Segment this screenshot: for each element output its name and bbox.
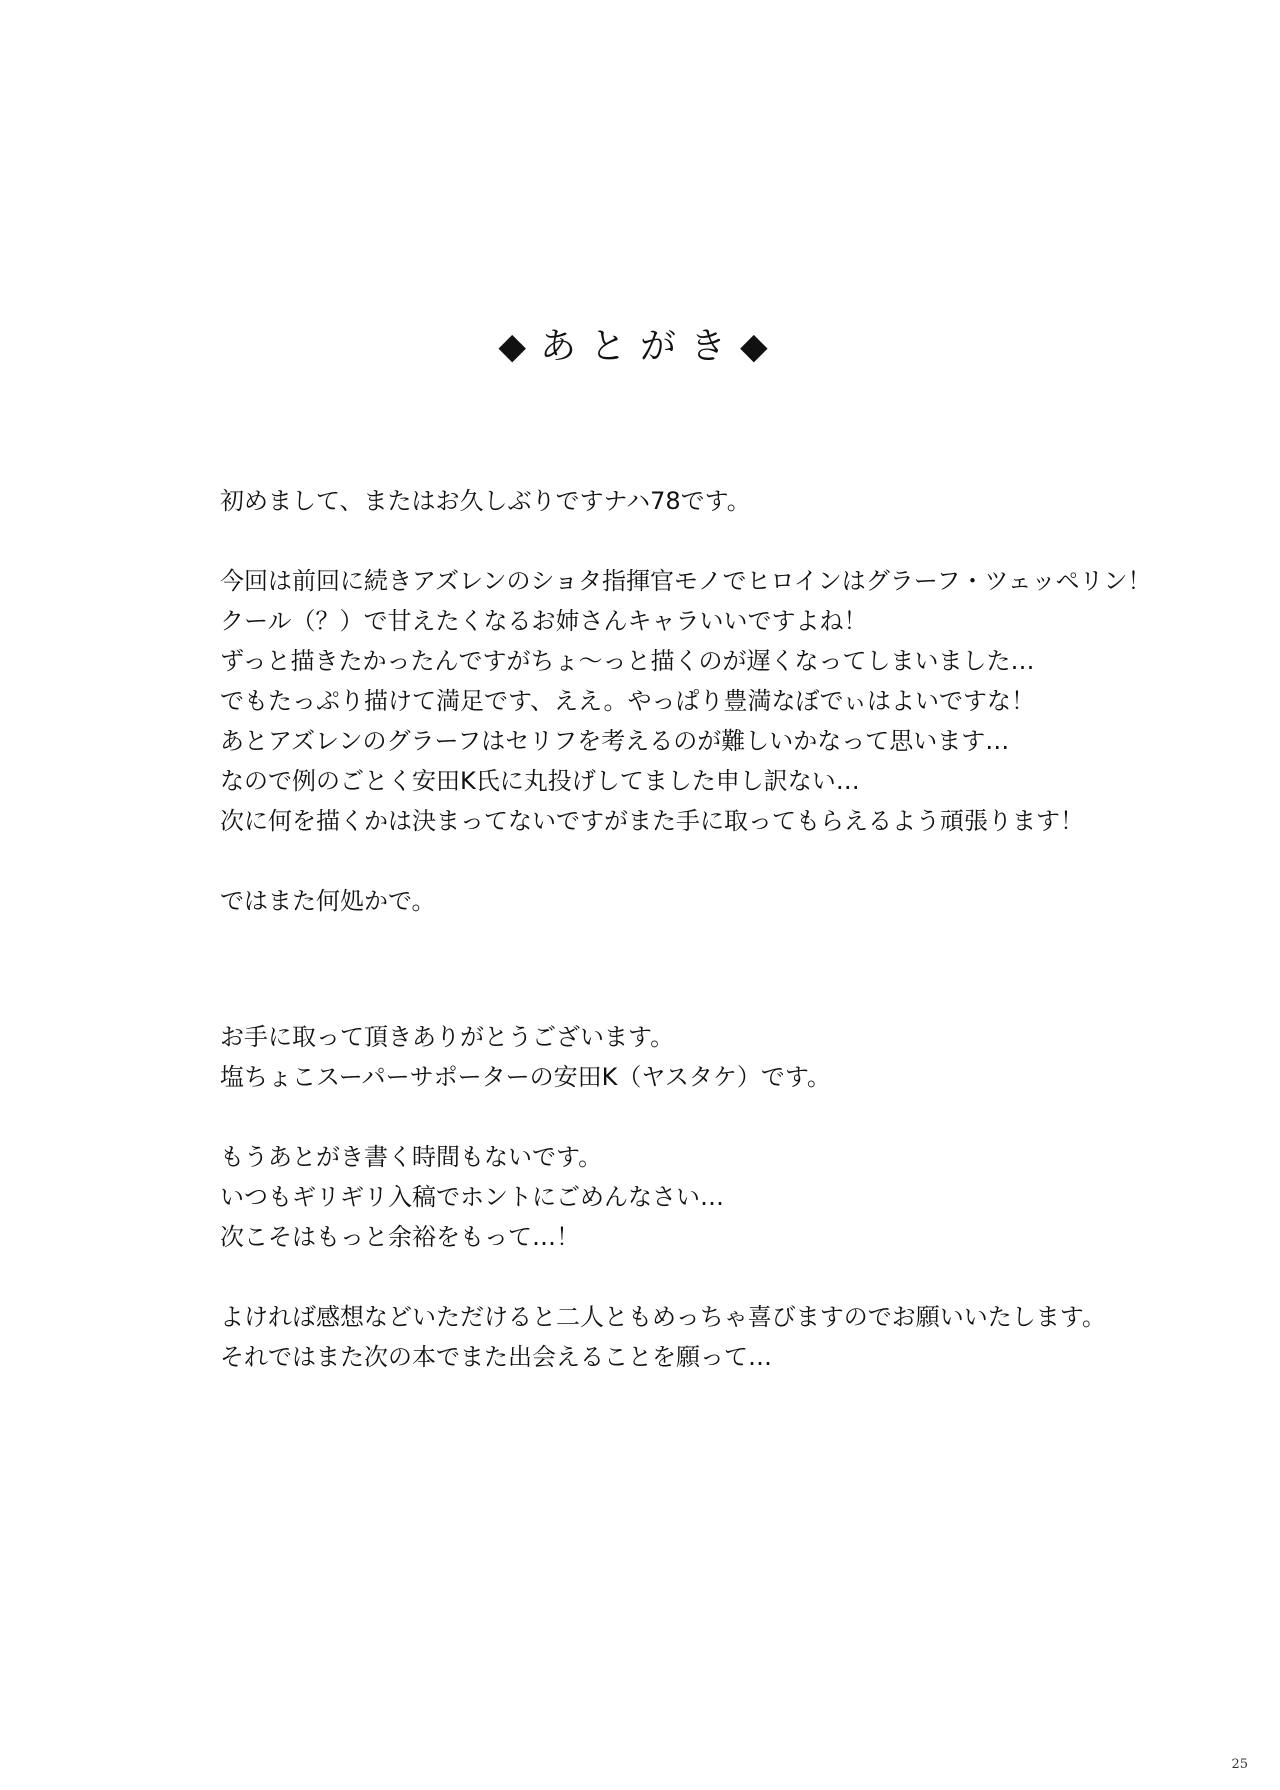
text-line: もうあとがき書く時間もないです。 xyxy=(220,1143,603,1171)
afterword-nanaha-section xyxy=(220,481,1240,921)
text-line: ずっと描きたかったんですがちょ～っと描くのが遅くなってしまいました… xyxy=(220,647,1035,675)
paragraph xyxy=(220,481,1240,521)
text-line: 次こそはもっと余裕をもって…！ xyxy=(220,1223,580,1251)
text-line: なので例のごとく安田K氏に丸投げしてました申し訳ない… xyxy=(220,767,860,795)
text-line: それではまた次の本でまた出会えることを願って… xyxy=(220,1343,772,1371)
paragraph-gap xyxy=(220,1097,1240,1137)
paragraph xyxy=(220,1017,1240,1097)
text-line: 次に何を描くかは決まってないですがまた手に取ってもらえるよう頑張ります！ xyxy=(220,807,1084,835)
text-line: よければ感想などいただけると二人ともめっちゃ喜びますのでお願いいたします。 xyxy=(220,1303,1106,1331)
text-line: ではまた何処かで。 xyxy=(220,887,436,915)
text-line: 初めまして、またはお久しぶりですナハ78です。 xyxy=(220,487,751,515)
paragraph xyxy=(220,1297,1240,1377)
paragraph xyxy=(220,561,1240,841)
text-line: いつもギリギリ入稿でホントにごめんなさい… xyxy=(220,1183,724,1211)
page-number: 25 xyxy=(1231,1757,1248,1772)
text-line: あとアズレンのグラーフはセリフを考えるのが難しいかなって思います… xyxy=(220,727,1010,755)
paragraph xyxy=(220,881,1240,921)
afterword-yasutake-section xyxy=(220,1017,1240,1377)
text-line: 今回は前回に続きアズレンのショタ指揮官モノでヒロインはグラーフ・ツェッペリン！ xyxy=(220,567,1152,595)
paragraph-gap xyxy=(220,841,1240,881)
text-line: でもたっぷり描けて満足です、ええ。やっぱり豊満なぼでぃはよいですな！ xyxy=(220,687,1036,715)
text-line: クール（？）で甘えたくなるお姉さんキャラいいですよね！ xyxy=(220,607,868,635)
text-line: お手に取って頂きありがとうございます。 xyxy=(220,1023,675,1051)
afterword-title: ◆あとがき◆ xyxy=(498,326,782,367)
text-line: 塩ちょこスーパーサポーターの安田K（ヤスタケ）です。 xyxy=(220,1063,831,1091)
paragraph xyxy=(220,1137,1240,1257)
paragraph-gap xyxy=(220,1257,1240,1297)
paragraph-gap xyxy=(220,521,1240,561)
